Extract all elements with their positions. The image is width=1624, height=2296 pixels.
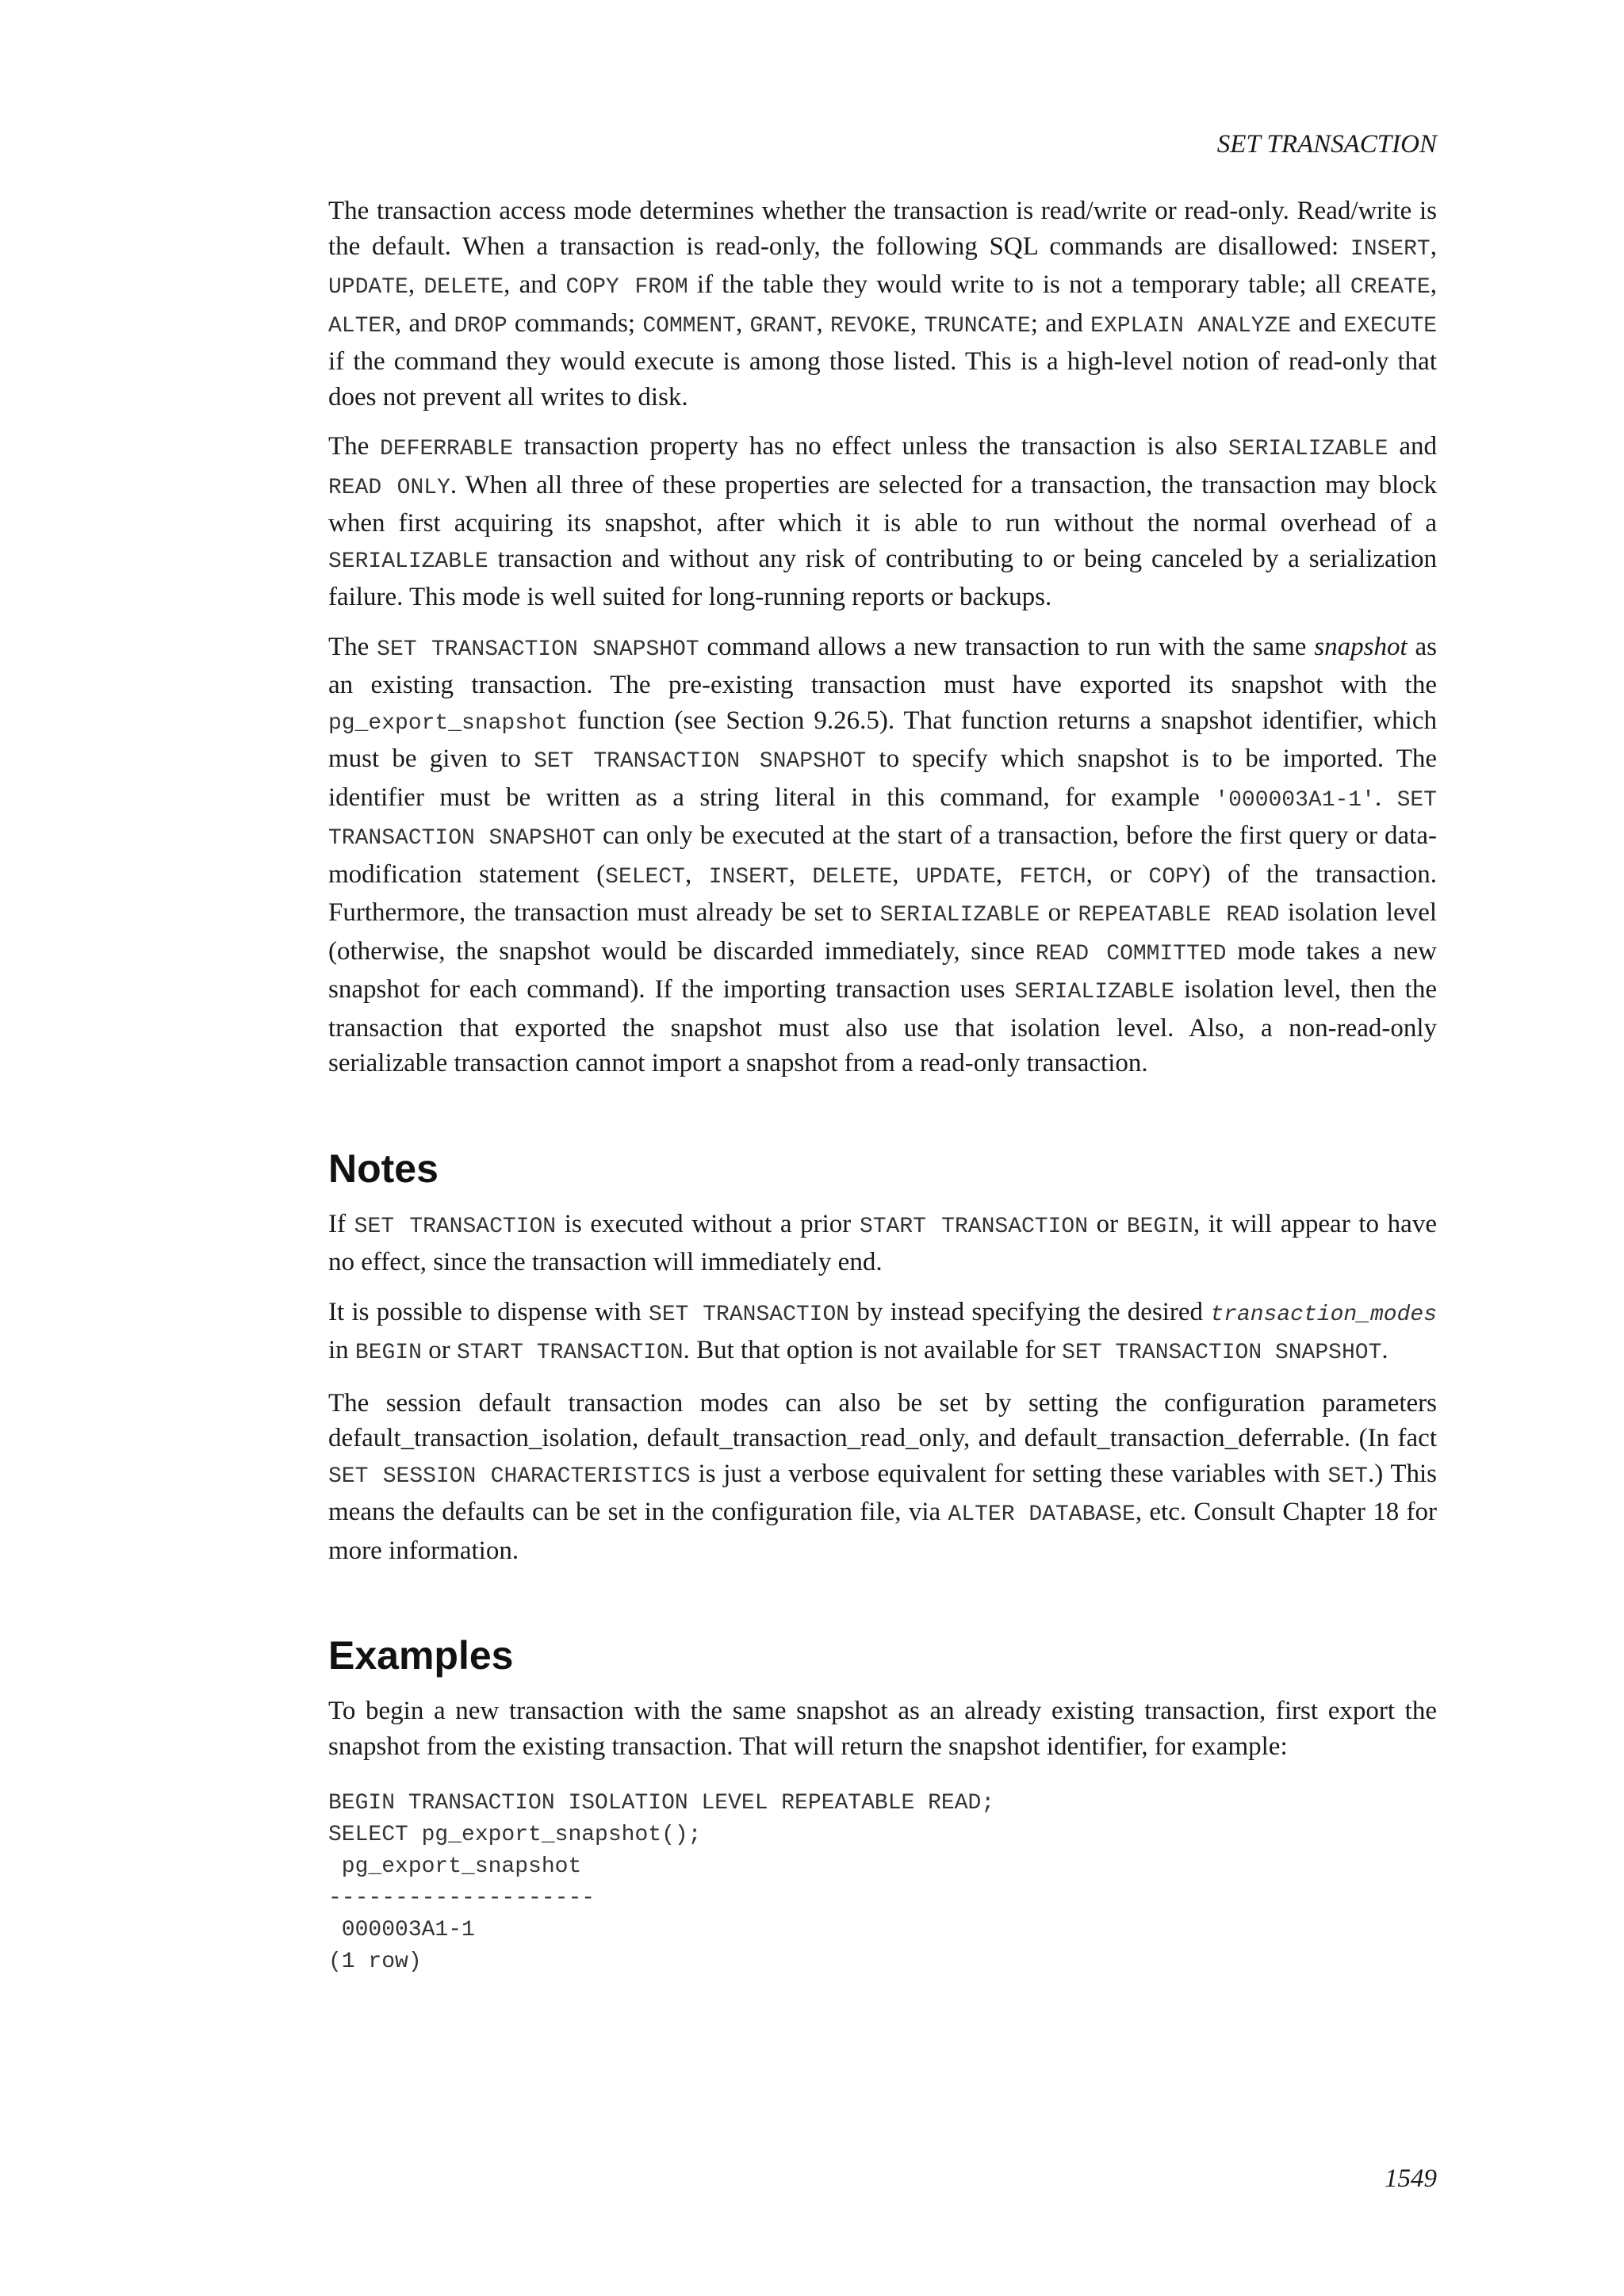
inline-code: GRANT — [749, 313, 817, 339]
inline-code: SELECT — [605, 864, 685, 890]
notes-paragraph-2: It is possible to dispense with SET TRANSACTION by instead specifying the desired transaction_modes in BEGIN or START TRANSACTION. But that option is not available for SET TRANSACTION SNAPSHOT. — [328, 1297, 1437, 1365]
inline-code: READ ONLY — [328, 475, 450, 500]
inline-code: UPDATE — [328, 275, 408, 300]
notes-paragraph-3: The session default transaction modes can also be set by setting the configuration parameters default_transaction_isolation, default_transaction_read_only, and default_transaction_deferrable. (In fact SET SESSION CHARACTERISTICS is just a verbose equivalent for setting these variables with SET.) This means the defaults can be set in the configuration file, via ALTER DATABASE, etc. Consult Chapter 18 for more information. — [328, 1388, 1438, 1565]
inline-code: SET TRANSACTION SNAPSHOT — [1062, 1341, 1382, 1365]
inline-code: ALTER DATABASE — [948, 1502, 1136, 1527]
inline-code: READ COMMITTED — [1035, 941, 1227, 966]
running-header: SET TRANSACTION — [1216, 130, 1437, 159]
inline-code: START TRANSACTION — [859, 1214, 1089, 1239]
inline-code: CREATE — [1350, 275, 1431, 300]
inline-code: DELETE — [812, 864, 893, 890]
inline-code: SET — [1327, 1464, 1368, 1489]
replaceable-term: transaction_modes — [1210, 1302, 1437, 1327]
inline-code: DROP — [454, 313, 508, 339]
notes-paragraph-1: If SET TRANSACTION is executed without a prior START TRANSACTION or BEGIN, it will appear to have no effect, since the transaction will immediately end. — [328, 1209, 1437, 1276]
page-content — [328, 193, 1437, 1978]
inline-code: SERIALIZABLE — [1228, 437, 1388, 461]
inline-code: FETCH — [1019, 864, 1086, 890]
inline-code: SERIALIZABLE — [328, 549, 488, 574]
inline-code: REVOKE — [830, 313, 910, 339]
examples-intro: To begin a new transaction with the same snapshot as an already existing transaction, first export the snapshot from the existing transaction. That will return the snapshot identifier, for example: — [328, 1697, 1437, 1761]
inline-code: COPY FROM — [565, 275, 688, 300]
page-number: 1549 — [1385, 2164, 1437, 2193]
inline-code: EXPLAIN ANALYZE — [1090, 313, 1292, 339]
notes-heading: Notes — [328, 1146, 439, 1191]
inline-code: SERIALIZABLE — [1014, 980, 1175, 1004]
paragraph-access-mode: The transaction access mode determines whether the transaction is read/write or read-only. Read/write is the default. When a transaction is read-only, the following SQL commands are disallowed: INSERT, UPDATE, DELETE, and COPY FROM if the table they would write to is not a temporary table; all CREATE, ALTER, and DROP commands; COMMENT, GRANT, REVOKE, TRUNCATE; and EXPLAIN ANALYZE and EXECUTE if the command they would execute is among those listed. This is a high-level notion of read-only that does not prevent all writes to disk. — [328, 197, 1437, 411]
inline-code: SET TRANSACTION SNAPSHOT — [377, 637, 699, 662]
inline-code: START TRANSACTION — [456, 1341, 684, 1365]
inline-code: COMMENT — [642, 313, 736, 339]
inline-code: SET TRANSACTION — [354, 1214, 557, 1239]
inline-code: BEGIN — [1126, 1214, 1193, 1239]
inline-code: SET TRANSACTION SNAPSHOT — [534, 749, 867, 774]
inline-code: INSERT — [708, 864, 789, 890]
inline-code: SERIALIZABLE — [879, 903, 1040, 928]
inline-code: INSERT — [1350, 236, 1431, 262]
inline-code: '000003A1-1' — [1215, 787, 1375, 813]
examples-heading: Examples — [328, 1633, 514, 1678]
inline-code: DELETE — [423, 275, 504, 300]
paragraph-snapshot: The SET TRANSACTION SNAPSHOT command allows a new transaction to run with the same snapshot as an existing transaction. The pre-existing transaction must have exported its snapshot with the pg_export_snapshot function (see Section 9.26.5). That function returns a snapshot identifier, which must be given to SET TRANSACTION SNAPSHOT to specify which snapshot is to be imported. The identifier must be written as a string literal in this command, for example '000003A1-1'. SET TRANSACTION SNAPSHOT can only be executed at the start of a transaction, before the first query or data-modification statement (SELECT, INSERT, DELETE, UPDATE, FETCH, or COPY) of the transaction. Furthermore, the transaction must already be set to SERIALIZABLE or REPEATABLE READ isolation level (otherwise, the snapshot would be discarded immediately, since READ COMMITTED mode takes a new snapshot for each command). If the importing transaction uses SERIALIZABLE isolation level, then the transaction that exported the snapshot must also use that isolation level. Also, a non-read-only serializable transaction cannot import a snapshot from a read-only transaction. — [328, 632, 1438, 1077]
inline-code: DEFERRABLE — [380, 437, 514, 461]
inline-code: SET TRANSACTION — [649, 1302, 850, 1327]
emphasis: snapshot — [1314, 632, 1408, 661]
inline-code: EXECUTE — [1343, 313, 1437, 339]
inline-code: SET TRANSACTION SNAPSHOT — [328, 787, 1437, 851]
paragraph-deferrable: The DEFERRABLE transaction property has no effect unless the transaction is also SERIALIZABLE and READ ONLY. When all three of these properties are selected for a transaction, the transaction may block when first acquiring its snapshot, after which it is able to run without the normal overhead of a SERIALIZABLE transaction and without any risk of contributing to or being canceled by a serialization failure. This mode is well suited for long-running reports or backups. — [328, 432, 1437, 611]
inline-code: TRUNCATE — [924, 313, 1031, 339]
inline-code: COPY — [1148, 864, 1202, 890]
inline-code: SET SESSION CHARACTERISTICS — [328, 1464, 691, 1489]
inline-code: pg_export_snapshot — [328, 710, 569, 736]
inline-code: ALTER — [328, 313, 396, 339]
inline-code: REPEATABLE READ — [1078, 903, 1280, 928]
code-example: BEGIN TRANSACTION ISOLATION LEVEL REPEATABLE READ; SELECT pg_export_snapshot(); pg_export_snapshot -------------------- 000003A1-1 (1 row) — [328, 1791, 995, 1974]
inline-code: UPDATE — [915, 864, 996, 890]
inline-code: BEGIN — [354, 1341, 422, 1365]
